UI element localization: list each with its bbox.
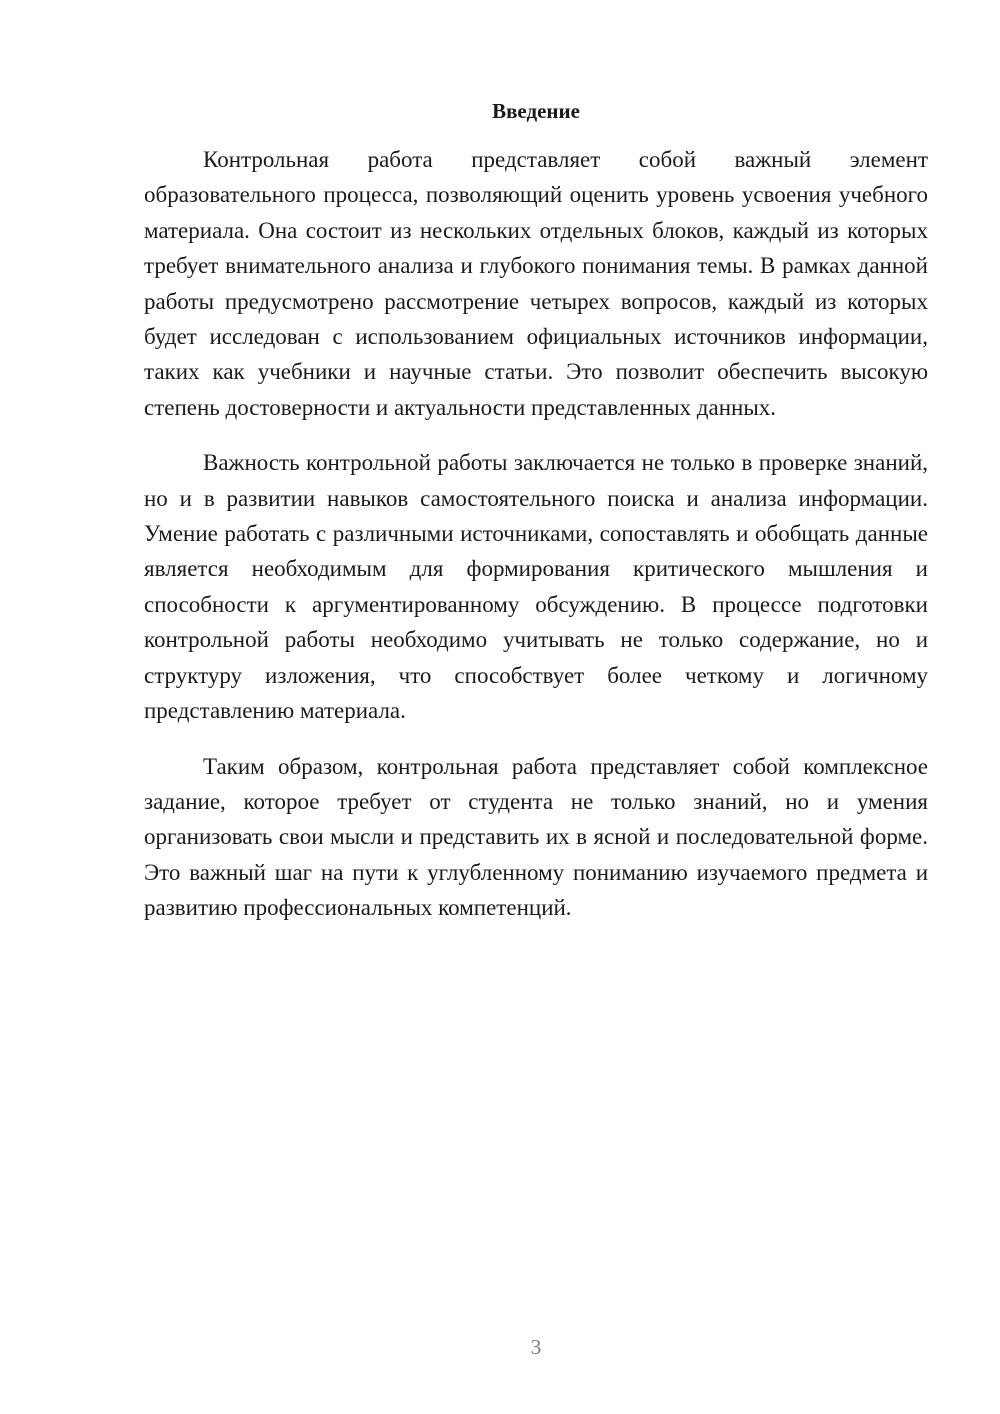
paragraph-1: Контрольная работа представляет собой важный элемент образовательного процесса, позволяющий оценить уровень усвоения учебного материала. Она состоит из нескольких отдельных блоков, каждый из которых требует внимательного анализа и глубокого понимания темы. В рамках данной работы предусмотрено рассмотрение четырех вопросов, каждый из которых будет исследован с использованием официальных источников информации, таких как учебники и научные статьи. Это позволит обеспечить высокую степень достоверности и актуальности представленных данных. [144, 147, 928, 420]
paragraph-3: Таким образом, контрольная работа представляет собой комплексное задание, которое требует от студента не только знаний, но и умения организовать свои мысли и представить их в ясной и последовательной форме. Это важный шаг на пути к углубленному пониманию изучаемого предмета и развитию профессиональных компетенций. [144, 753, 928, 921]
body-text [144, 142, 928, 946]
page-number: 3 [530, 1335, 542, 1359]
paragraph-2: Важность контрольной работы заключается не только в проверке знаний, но и в развитии навыков самостоятельного поиска и анализа информации. Умение работать с различными источниками, сопоставлять и обобщать данные является необходимым для формирования критического мышления и способности к аргументированному обсуждению. В процессе подготовки контрольной работы необходимо учитывать не только содержание, но и структуру изложения, что способствует более четкому и логичному представлению материала. [144, 450, 928, 724]
section-heading: Введение [492, 99, 580, 123]
